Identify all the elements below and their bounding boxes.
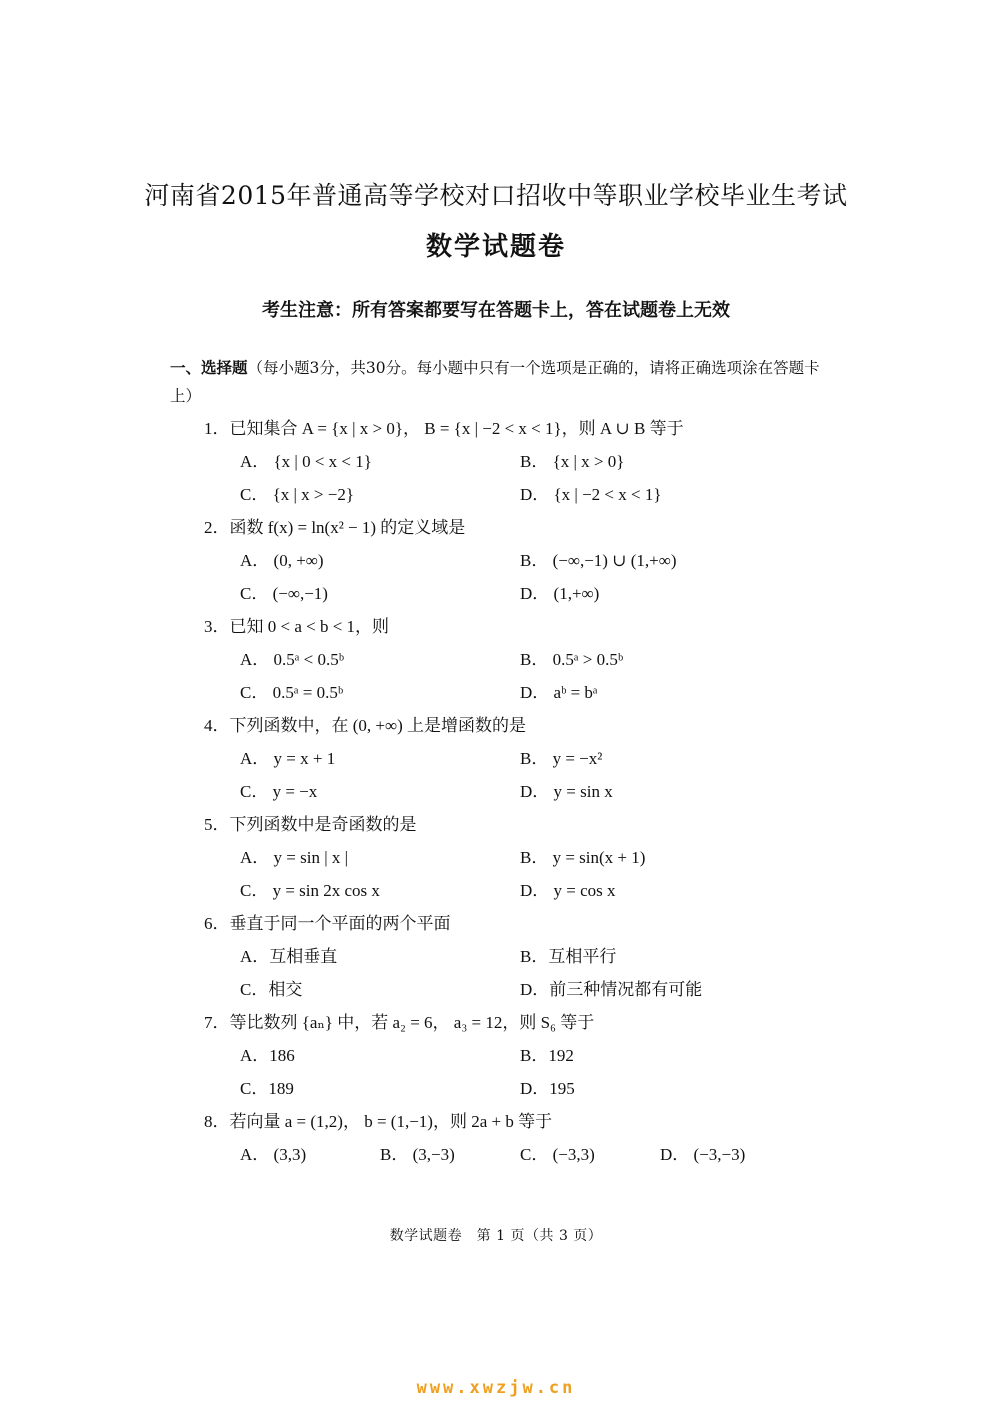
question-2-option-a: A． (0, +∞) (240, 551, 324, 570)
page-footer: 数学试题卷 第 1 页（共 3 页） (389, 1228, 603, 1244)
question-4-options-row-1 (204, 744, 824, 777)
question-1-option-a: A． {x | 0 < x < 1} (240, 452, 372, 471)
question-4-option-a: A． y = x + 1 (240, 749, 336, 768)
question-7-option-d: D．195 (520, 1079, 575, 1098)
question-5-options-row-1 (204, 843, 824, 876)
question-8-option-c: C． (−3,3) (520, 1145, 595, 1164)
question-list (204, 414, 824, 1173)
exam-subtitle: 数学试题卷 (425, 232, 566, 262)
question-5-option-a: A． y = sin | x | (240, 848, 349, 867)
question-1-options-row-1 (204, 447, 824, 480)
question-4-option-b: B． y = −x² (520, 749, 603, 768)
question-5-option-b: B． y = sin(x + 1) (520, 848, 646, 867)
site-watermark: www.xwzjw.cn (416, 1378, 576, 1398)
question-6-options-row-2 (204, 975, 824, 1008)
question-3-option-b: B． 0.5ᵃ > 0.5ᵇ (520, 650, 624, 669)
question-5-options-row-2 (204, 876, 824, 909)
question-4-option-d: D． y = sin x (520, 782, 613, 801)
question-7-stem: 7．等比数列 {aₙ} 中，若 a₂ = 6， a₃ = 12，则 S₆ 等于 (204, 1013, 595, 1032)
question-3-options-row-1 (204, 645, 824, 678)
question-1-option-b: B． {x | x > 0} (520, 452, 625, 471)
question-5-option-c: C． y = sin 2x cos x (240, 881, 380, 900)
question-6-options-row-1 (204, 942, 824, 975)
question-5-option-d: D． y = cos x (520, 881, 616, 900)
question-8-option-d: D． (−3,−3) (660, 1145, 746, 1164)
question-4-option-c: C． y = −x (240, 782, 318, 801)
question-1-stem: 1．已知集合 A = {x | x > 0}， B = {x | −2 < x < 1}，则 A ∪ B 等于 (204, 419, 684, 438)
exam-title: 河南省2015年普通高等学校对口招收中等职业学校毕业生考试 (144, 181, 848, 210)
question-2-options-row-2 (204, 579, 824, 612)
section-intro (170, 354, 830, 410)
question-2-options-row-1 (204, 546, 824, 579)
question-1-option-c: C． {x | x > −2} (240, 485, 354, 504)
question-8-options-row (204, 1140, 824, 1173)
question-7-options-row-2 (204, 1074, 824, 1107)
section-heading: 一、选择题 (170, 358, 248, 377)
question-1-options-row-2 (204, 480, 824, 513)
question-6-stem: 6．垂直于同一个平面的两个平面 (204, 914, 451, 933)
question-7-option-a: A．186 (240, 1046, 295, 1065)
question-6-option-b: B．互相平行 (520, 947, 617, 966)
exam-notice: 考生注意：所有答案都要写在答题卡上，答在试题卷上无效 (262, 300, 730, 321)
question-6-option-a: A．互相垂直 (240, 947, 338, 966)
question-3-option-c: C． 0.5ᵃ = 0.5ᵇ (240, 683, 344, 702)
question-2-stem: 2．函数 f(x) = ln(x² − 1) 的定义域是 (204, 518, 466, 537)
question-7-options-row-1 (204, 1041, 824, 1074)
question-8-option-a: A． (3,3) (240, 1145, 307, 1164)
question-4-options-row-2 (204, 777, 824, 810)
question-5-stem: 5．下列函数中是奇函数的是 (204, 815, 417, 834)
question-7-option-c: C．189 (240, 1079, 294, 1098)
question-6-option-d: D．前三种情况都有可能 (520, 980, 703, 999)
question-8-option-b: B． (3,−3) (380, 1145, 455, 1164)
question-2-option-b: B． (−∞,−1) ∪ (1,+∞) (520, 551, 677, 570)
question-2-option-d: D． (1,+∞) (520, 584, 600, 603)
question-6-option-c: C．相交 (240, 980, 303, 999)
section-instructions: （每小题3分，共30分。每小题中只有一个选项是正确的，请将正确选项涂在答题卡上） (170, 359, 820, 405)
question-3-option-d: D． aᵇ = bᵃ (520, 683, 598, 702)
question-3-stem: 3．已知 0 < a < b < 1，则 (204, 617, 390, 636)
question-1-option-d: D． {x | −2 < x < 1} (520, 485, 662, 504)
question-3-option-a: A． 0.5ᵃ < 0.5ᵇ (240, 650, 345, 669)
question-4-stem: 4．下列函数中，在 (0, +∞) 上是增函数的是 (204, 716, 527, 735)
question-3-options-row-2 (204, 678, 824, 711)
question-2-option-c: C． (−∞,−1) (240, 584, 328, 603)
question-7-option-b: B．192 (520, 1046, 574, 1065)
question-8-stem: 8．若向量 a = (1,2)， b = (1,−1)，则 2a + b 等于 (204, 1112, 553, 1131)
